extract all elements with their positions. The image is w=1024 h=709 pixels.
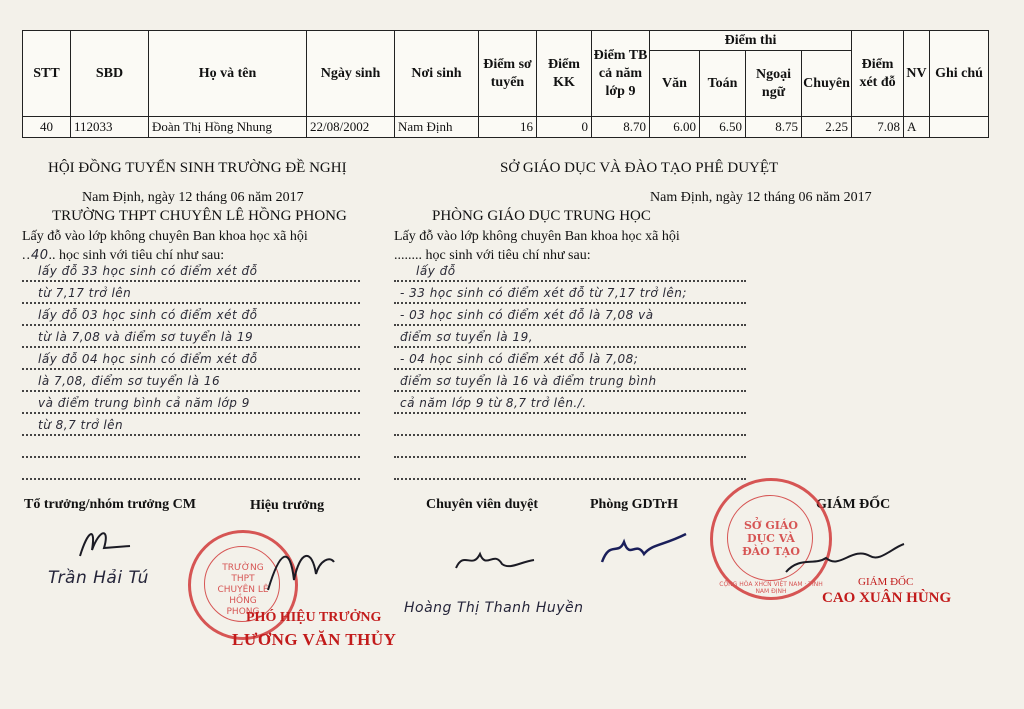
left-criteria-line1: Lấy đỗ vào lớp không chuyên Ban khoa học xã hội [22, 229, 308, 244]
left-sig2-title: PHÓ HIỆU TRƯỞNG [246, 610, 382, 625]
cell-nv: A [904, 117, 930, 138]
right-date: Nam Định, ngày 12 tháng 06 năm 2017 [650, 190, 872, 205]
left-handwriting-line: lấy đỗ 33 học sinh có điểm xét đỗ [38, 264, 258, 278]
left-criteria-line2-text: học sinh với tiêu chí như sau: [59, 248, 225, 263]
right-handwriting-line: điểm sơ tuyển là 19, [400, 330, 534, 344]
cell-van: 6.00 [650, 117, 700, 138]
left-handwriting-line: lấy đỗ 04 học sinh có điểm xét đỗ [38, 352, 258, 366]
left-date: Nam Định, ngày 12 tháng 06 năm 2017 [82, 190, 304, 205]
right-handwriting-line: - 33 học sinh có điểm xét đỗ từ 7,17 trở lên; [400, 286, 687, 300]
left-sig1-label: Tổ trưởng/nhóm trưởng CM [24, 497, 196, 512]
right-criteria-line2: ........ học sinh với tiêu chí như sau: [394, 248, 591, 263]
cell-toan: 6.50 [700, 117, 746, 138]
cell-ngoai-ngu: 8.75 [746, 117, 802, 138]
signature-mark-4 [596, 526, 696, 570]
left-sig2-name: LƯƠNG VĂN THỦY [232, 630, 397, 649]
right-sig1-label: Chuyên viên duyệt [426, 497, 539, 512]
header-ghi-chu: Ghi chú [930, 31, 989, 117]
left-handwriting-line: là 7,08, điểm sơ tuyển là 16 [38, 374, 221, 388]
left-handwriting-line: và điểm trung bình cả năm lớp 9 [38, 396, 250, 410]
header-ho-ten: Họ và tên [149, 31, 307, 117]
right-handwriting-line: điểm sơ tuyển là 16 và điểm trung bình [400, 374, 657, 388]
cell-diem-kk: 0 [537, 117, 592, 138]
right-dept-name: PHÒNG GIÁO DỤC TRUNG HỌC [432, 208, 651, 224]
left-sig2-label: Hiệu trưởng [250, 498, 325, 513]
left-sig1-name: Trần Hải Tú [48, 568, 149, 588]
right-sig3-name: CAO XUÂN HÙNG [822, 590, 952, 606]
admission-table [22, 30, 989, 138]
header-chuyen: Chuyên [802, 51, 852, 117]
left-school-name: TRƯỜNG THPT CHUYÊN LÊ HỒNG PHONG [52, 208, 347, 224]
right-handwriting-line: cả năm lớp 9 từ 8,7 trở lên./. [400, 396, 587, 410]
right-criteria-line1: Lấy đỗ vào lớp không chuyên Ban khoa học xã hội [394, 229, 680, 244]
header-ngoai-ngu: Ngoại ngữ [746, 51, 802, 117]
cell-noi-sinh: Nam Định [395, 117, 479, 138]
header-diem-so-tuyen: Điểm sơ tuyển [479, 31, 537, 117]
right-handwriting-line: - 04 học sinh có điểm xét đỗ là 7,08; [400, 352, 639, 366]
cell-ho-ten: Đoàn Thị Hồng Nhung [149, 117, 307, 138]
header-nv: NV [904, 31, 930, 117]
header-van: Văn [650, 51, 700, 117]
left-student-count: 40 [31, 248, 49, 263]
header-diem-kk: Điểm KK [537, 31, 592, 117]
department-stamp-ring: CỘNG HÒA XHCN VIỆT NAM · TỈNH NAM ĐỊNH [719, 581, 823, 595]
cell-chuyen: 2.25 [802, 117, 852, 138]
signature-mark-3 [450, 540, 540, 580]
cell-ghi-chu [930, 117, 989, 138]
cell-ngay-sinh: 22/08/2002 [307, 117, 395, 138]
left-heading: HỘI ĐỒNG TUYỂN SINH TRƯỜNG ĐỀ NGHỊ [48, 160, 347, 176]
table-row [23, 117, 989, 138]
left-handwriting-line: từ 8,7 trở lên [38, 418, 124, 432]
right-criteria-line2-text: học sinh với tiêu chí như sau: [425, 248, 591, 263]
left-handwriting-line: từ là 7,08 và điểm sơ tuyển là 19 [38, 330, 254, 344]
header-noi-sinh: Nơi sinh [395, 31, 479, 117]
header-sbd: SBD [71, 31, 149, 117]
left-handwriting-line: lấy đỗ 03 học sinh có điểm xét đỗ [38, 308, 258, 322]
header-stt: STT [23, 31, 71, 117]
cell-sbd: 112033 [71, 117, 149, 138]
cell-diem-xet-do: 7.08 [852, 117, 904, 138]
header-ngay-sinh: Ngày sinh [307, 31, 395, 117]
school-stamp-text: TRƯỜNG THPT CHUYÊN LÊ HỒNG PHONG [217, 563, 269, 617]
header-toan: Toán [700, 51, 746, 117]
header-diem-thi: Điểm thi [650, 31, 852, 51]
right-sig3-title: GIÁM ĐỐC [858, 576, 914, 588]
right-handwriting-line: lấy đỗ [416, 264, 456, 278]
right-sig1-name: Hoàng Thị Thanh Huyền [404, 600, 584, 616]
department-stamp-text: SỞ GIÁO DỤC VÀ ĐÀO TẠO [742, 519, 800, 558]
left-handwriting-line: từ 7,17 trở lên [38, 286, 132, 300]
signature-mark-2 [260, 540, 340, 600]
header-diem-xet-do: Điểm xét đỗ [852, 31, 904, 117]
signature-mark-1 [70, 520, 160, 568]
header-diem-tb: Điểm TB cả năm lớp 9 [592, 31, 650, 117]
cell-stt: 40 [23, 117, 71, 138]
cell-diem-tb: 8.70 [592, 117, 650, 138]
left-criteria-line2: ..40.. học sinh với tiêu chí như sau: [22, 248, 225, 263]
right-sig2-label: Phòng GDTrH [590, 497, 679, 512]
right-handwriting-line: - 03 học sinh có điểm xét đỗ là 7,08 và [400, 308, 654, 322]
cell-diem-so-tuyen: 16 [479, 117, 537, 138]
right-heading: SỞ GIÁO DỤC VÀ ĐÀO TẠO PHÊ DUYỆT [500, 160, 779, 176]
right-sig3-label: GIÁM ĐỐC [816, 497, 891, 512]
